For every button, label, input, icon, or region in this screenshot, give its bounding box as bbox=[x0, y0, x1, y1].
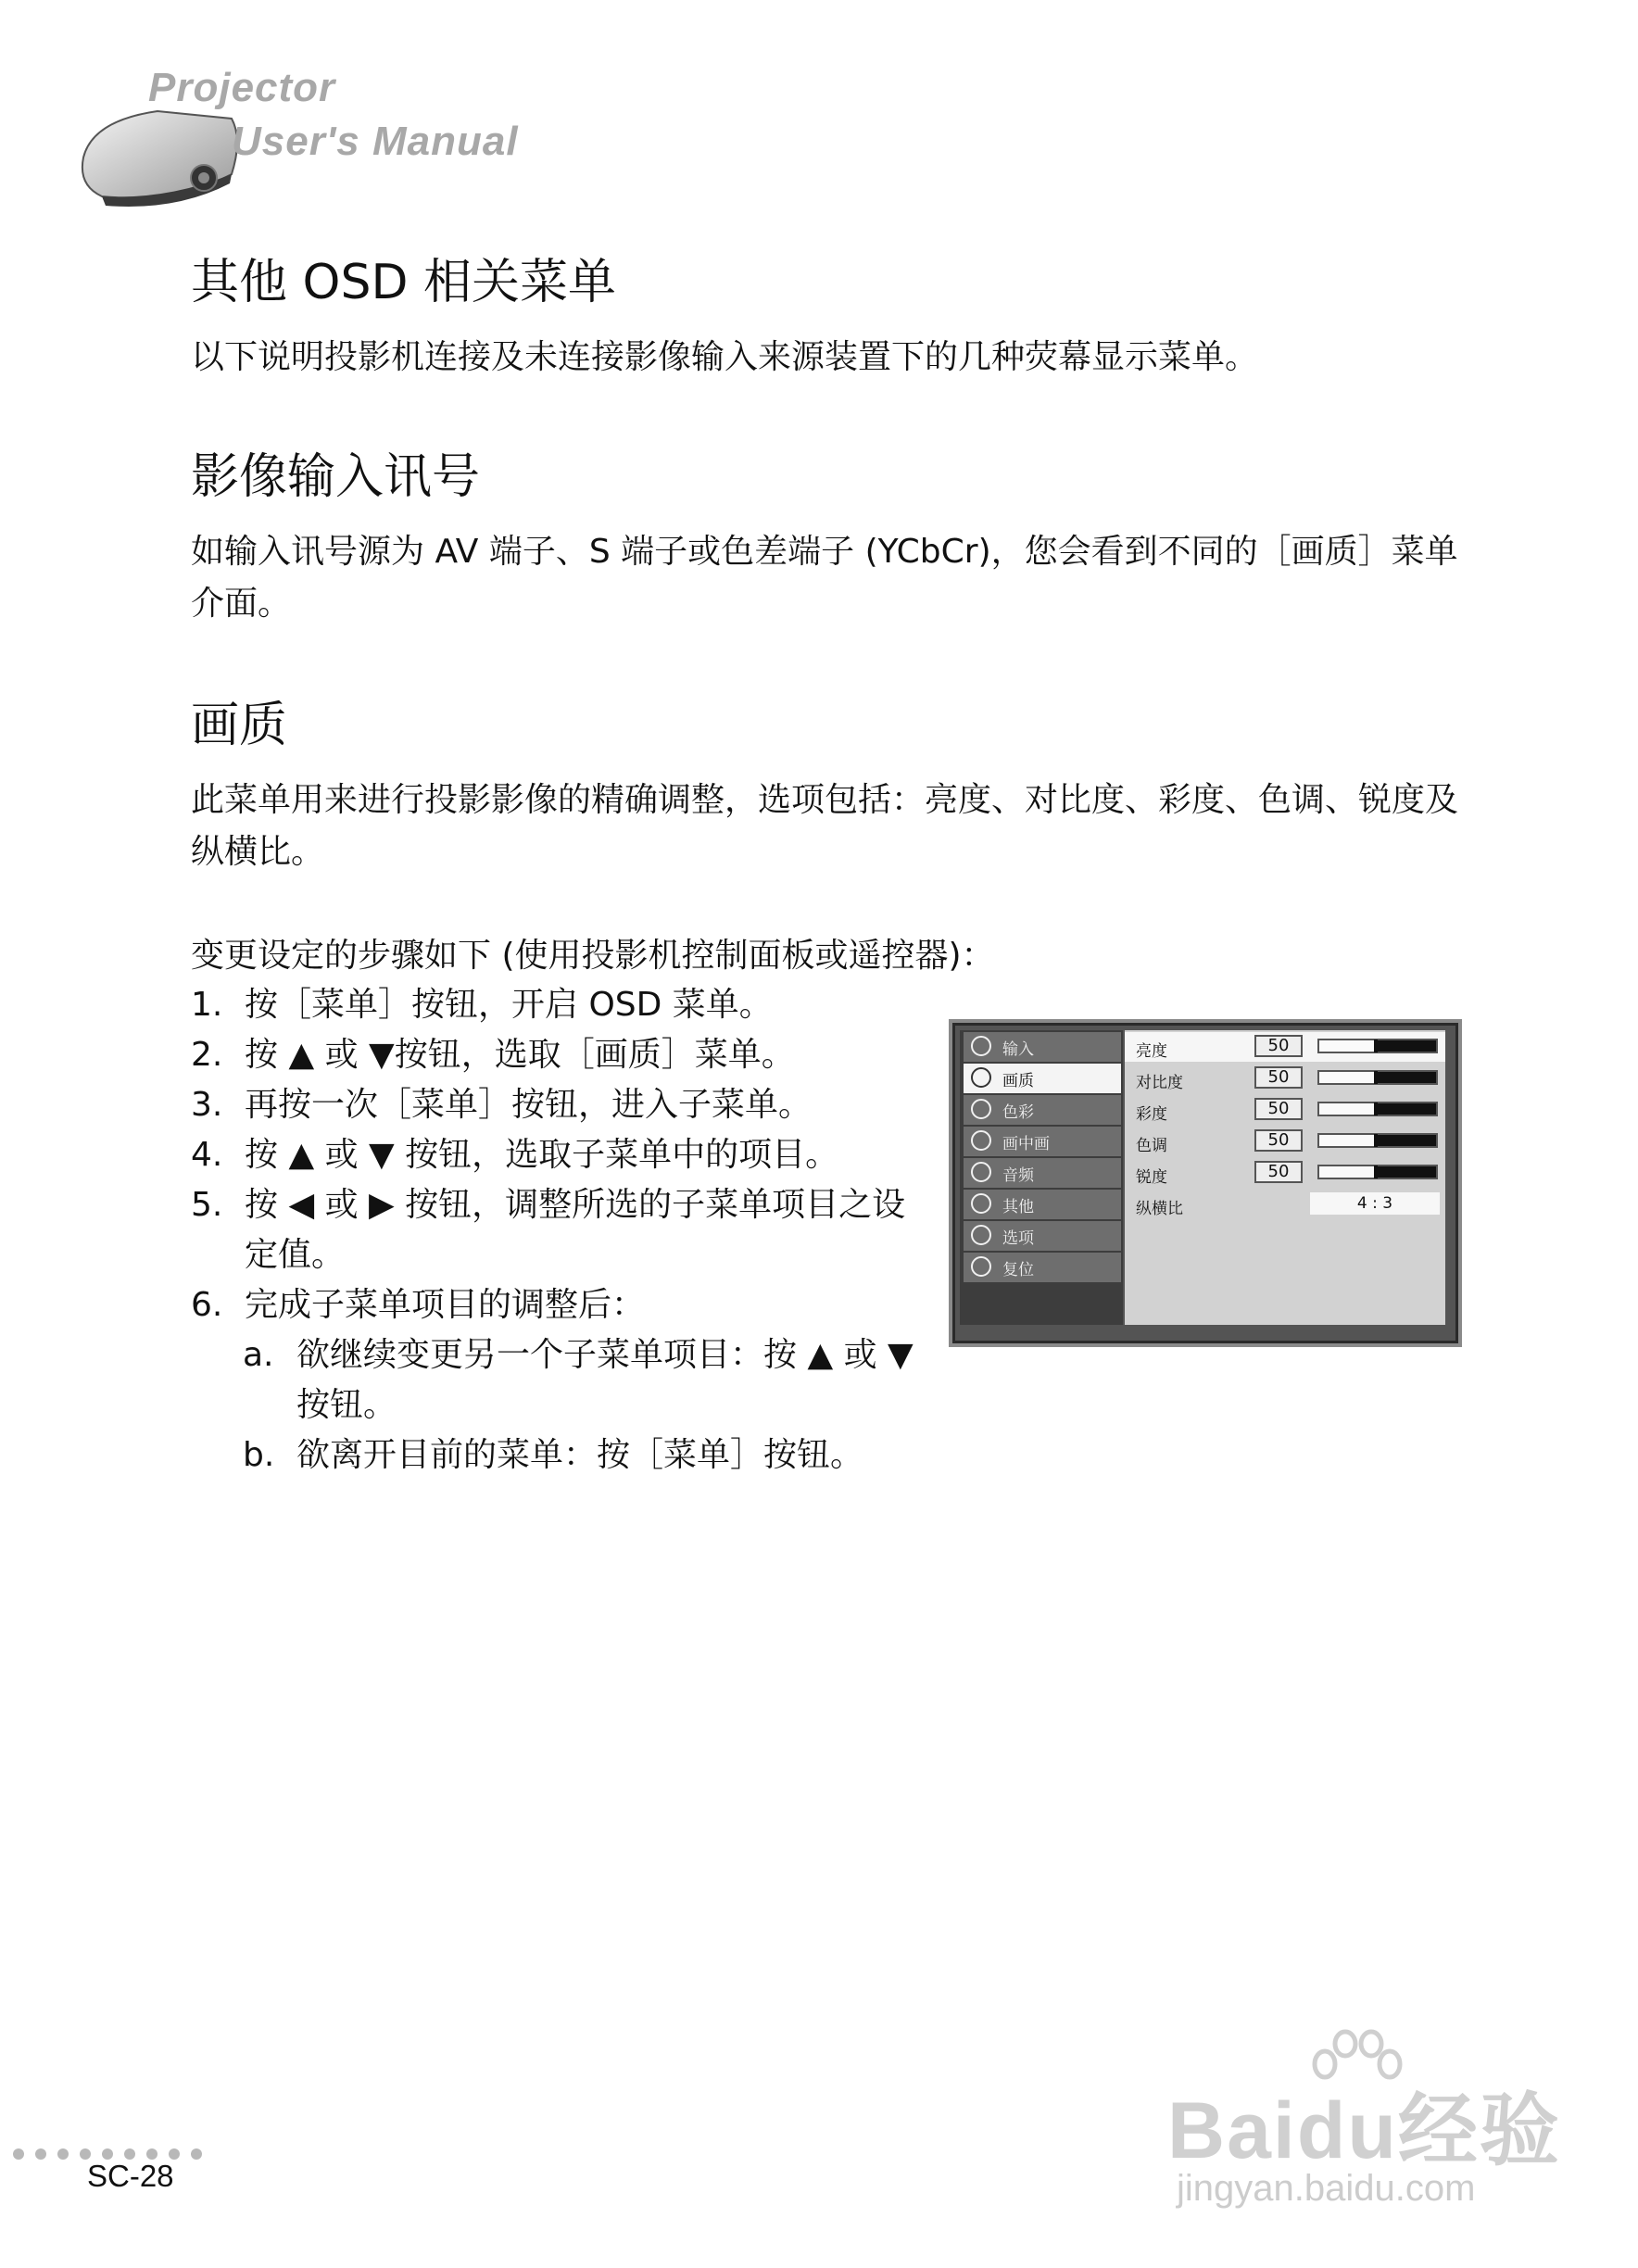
osd-menu-item-label: 画中画 bbox=[1002, 1134, 1050, 1153]
slider-fill bbox=[1319, 1072, 1376, 1083]
circle-icon bbox=[971, 1225, 991, 1245]
step-text: 按 ▲ 或 ▼按钮，选取［画质］菜单。 bbox=[245, 1036, 795, 1074]
osd-setting-value: 50 bbox=[1254, 1035, 1303, 1057]
page-number: SC-28 bbox=[87, 2159, 174, 2193]
circle-icon bbox=[971, 1099, 991, 1119]
watermark-url: jingyan.baidu.com bbox=[1177, 2168, 1476, 2209]
osd-menu-item-other[interactable] bbox=[964, 1190, 1121, 1219]
osd-setting-label: 纵横比 bbox=[1136, 1200, 1183, 1218]
osd-menu-item-label: 色彩 bbox=[1002, 1102, 1034, 1122]
slider-fill bbox=[1319, 1135, 1376, 1146]
circle-icon bbox=[971, 1130, 991, 1151]
logo-title-manual: User's Manual bbox=[232, 119, 519, 164]
substep-letter: a. bbox=[243, 1336, 274, 1374]
osd-menu-item-audio[interactable] bbox=[964, 1158, 1121, 1188]
osd-menu-item-label: 复位 bbox=[1002, 1260, 1034, 1279]
osd-setting-brightness[interactable] bbox=[1125, 1032, 1445, 1062]
section-text-input-line1: 如输入讯号源为 AV 端子、S 端子或色差端子 (YCbCr)，您会看到不同的［画质］菜单 bbox=[191, 533, 1458, 571]
watermark-main-text: Baidu经验 bbox=[1167, 2086, 1561, 2175]
circle-icon bbox=[971, 1162, 991, 1182]
section-heading-picture: 画质 bbox=[191, 698, 288, 753]
osd-setting-hue[interactable] bbox=[1125, 1127, 1445, 1156]
steps-intro: 变更设定的步骤如下 (使用投影机控制面板或遥控器)： bbox=[191, 937, 995, 975]
osd-setting-aspect-ratio[interactable] bbox=[1125, 1190, 1445, 1219]
step-number: 5. bbox=[191, 1186, 223, 1224]
step-text: 完成子菜单项目的调整后： bbox=[245, 1286, 646, 1324]
substep-text: 欲继续变更另一个子菜单项目：按 ▲ 或 ▼ bbox=[296, 1336, 914, 1374]
section-text-osd: 以下说明投影机连接及未连接影像输入来源装置下的几种荧幕显示菜单。 bbox=[191, 338, 1259, 376]
slider-fill bbox=[1319, 1040, 1376, 1052]
osd-setting-label: 色调 bbox=[1136, 1137, 1167, 1155]
osd-setting-value: 50 bbox=[1254, 1161, 1303, 1183]
osd-menu-item-label: 选项 bbox=[1002, 1228, 1034, 1248]
section-heading-input-signal: 影像输入讯号 bbox=[191, 449, 481, 505]
step-text: 再按一次［菜单］按钮，进入子菜单。 bbox=[245, 1086, 813, 1124]
step-text: 按 ▲ 或 ▼ 按钮，选取子菜单中的项目。 bbox=[245, 1136, 839, 1174]
manual-logo bbox=[74, 65, 593, 222]
osd-menu-item-picture[interactable] bbox=[964, 1064, 1121, 1093]
osd-menu-list bbox=[960, 1030, 1123, 1325]
slider-knob[interactable] bbox=[1374, 1166, 1378, 1178]
osd-settings-panel bbox=[1125, 1030, 1445, 1325]
step-number: 4. bbox=[191, 1136, 223, 1174]
section-text-picture-line1: 此菜单用来进行投影影像的精确调整，选项包括：亮度、对比度、彩度、色调、锐度及 bbox=[191, 781, 1459, 819]
substep-letter: b. bbox=[243, 1436, 275, 1474]
circle-icon bbox=[971, 1036, 991, 1056]
substep-text-continuation: 按钮。 bbox=[296, 1386, 397, 1424]
circle-icon bbox=[971, 1067, 991, 1088]
osd-menu-item-reset[interactable] bbox=[964, 1253, 1121, 1282]
substep-text: 欲离开目前的菜单：按［菜单］按钮。 bbox=[296, 1436, 864, 1474]
osd-setting-slider[interactable] bbox=[1317, 1165, 1438, 1179]
slider-knob[interactable] bbox=[1374, 1102, 1378, 1115]
osd-setting-slider[interactable] bbox=[1317, 1133, 1438, 1148]
osd-setting-label: 对比度 bbox=[1136, 1074, 1183, 1092]
osd-setting-slider[interactable] bbox=[1317, 1102, 1438, 1116]
osd-setting-saturation[interactable] bbox=[1125, 1095, 1445, 1125]
slider-knob[interactable] bbox=[1374, 1040, 1378, 1052]
osd-menu-item-input[interactable] bbox=[964, 1032, 1121, 1062]
osd-menu-item-label: 画质 bbox=[1002, 1071, 1034, 1090]
osd-setting-value: 50 bbox=[1254, 1129, 1303, 1152]
slider-fill bbox=[1319, 1166, 1376, 1178]
osd-setting-value: 50 bbox=[1254, 1098, 1303, 1120]
osd-setting-label: 锐度 bbox=[1136, 1168, 1167, 1187]
step-number: 1. bbox=[191, 986, 223, 1024]
baidu-watermark bbox=[1158, 2029, 1566, 2214]
slider-knob[interactable] bbox=[1374, 1134, 1378, 1147]
circle-icon bbox=[971, 1193, 991, 1214]
logo-title-projector: Projector bbox=[148, 65, 336, 110]
osd-setting-slider[interactable] bbox=[1317, 1070, 1438, 1085]
osd-menu-screenshot bbox=[949, 1019, 1462, 1347]
osd-aspect-value[interactable]: 4 : 3 bbox=[1310, 1192, 1440, 1215]
osd-menu-item-label: 输入 bbox=[1002, 1040, 1034, 1059]
osd-menu-item-label: 音频 bbox=[1002, 1166, 1034, 1185]
osd-menu-item-options[interactable] bbox=[964, 1221, 1121, 1251]
circle-icon bbox=[971, 1256, 991, 1277]
step-text: 按 ◀ 或 ▶ 按钮，调整所选的子菜单项目之设 bbox=[245, 1186, 906, 1224]
osd-setting-label: 亮度 bbox=[1136, 1042, 1167, 1061]
step-text-continuation: 定值。 bbox=[245, 1236, 346, 1274]
section-text-input-line2: 介面。 bbox=[191, 585, 292, 623]
osd-menu-item-pip[interactable] bbox=[964, 1127, 1121, 1156]
section-text-picture-line2: 纵横比。 bbox=[191, 833, 325, 871]
osd-setting-sharpness[interactable] bbox=[1125, 1158, 1445, 1188]
osd-menu-item-label: 其他 bbox=[1002, 1197, 1034, 1216]
slider-fill bbox=[1319, 1103, 1376, 1115]
osd-setting-slider[interactable] bbox=[1317, 1039, 1438, 1053]
osd-setting-value: 50 bbox=[1254, 1066, 1303, 1089]
step-number: 2. bbox=[191, 1036, 223, 1074]
step-number: 6. bbox=[191, 1286, 223, 1324]
osd-menu-item-color[interactable] bbox=[964, 1095, 1121, 1125]
section-heading-osd: 其他 OSD 相关菜单 bbox=[191, 255, 617, 310]
step-text: 按［菜单］按钮，开启 OSD 菜单。 bbox=[245, 986, 773, 1024]
slider-knob[interactable] bbox=[1374, 1071, 1378, 1084]
osd-setting-contrast[interactable] bbox=[1125, 1064, 1445, 1093]
step-number: 3. bbox=[191, 1086, 223, 1124]
osd-setting-label: 彩度 bbox=[1136, 1105, 1167, 1124]
